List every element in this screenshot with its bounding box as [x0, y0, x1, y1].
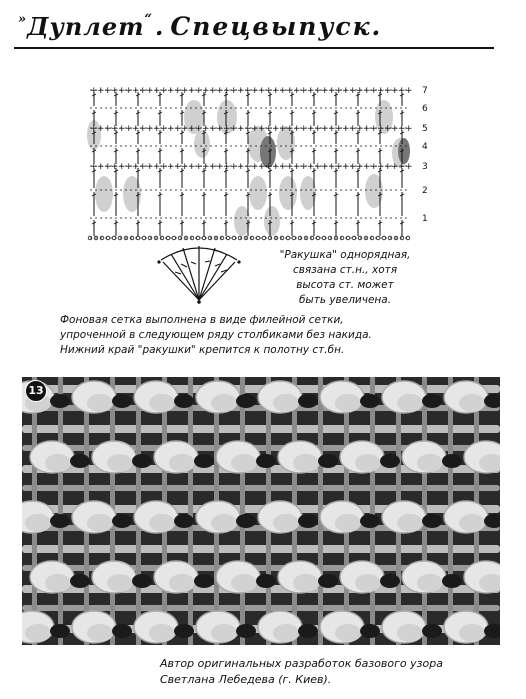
mesh-hole: [236, 514, 256, 528]
mesh-hole: [236, 624, 256, 638]
sc-symbol: +: [398, 162, 406, 172]
sc-symbol: +: [335, 162, 343, 172]
sc-symbol: +: [209, 162, 217, 172]
mesh-hole: [422, 394, 442, 408]
mesh-hole: [298, 624, 318, 638]
row-number: 5: [422, 124, 428, 134]
shell-cluster-shade: [459, 394, 485, 412]
mesh-bar: [22, 545, 500, 553]
sc-symbol: +: [118, 162, 126, 172]
sc-symbol: +: [279, 124, 287, 134]
mesh-hole: [380, 574, 400, 588]
mesh-hole: [256, 454, 276, 468]
shell-cluster-shade: [335, 514, 361, 532]
sc-symbol: +: [90, 86, 98, 96]
mesh-hole: [194, 454, 214, 468]
mesh-hole: [442, 454, 462, 468]
sc-symbol: +: [244, 162, 252, 172]
sc-symbol: +: [111, 124, 119, 134]
sc-symbol: +: [223, 162, 231, 172]
sc-symbol: +: [167, 86, 175, 96]
shell-cluster-shade: [107, 574, 133, 592]
shell-petal-dark: [398, 138, 410, 164]
sc-symbol: +: [405, 124, 413, 134]
sc-symbol: +: [349, 162, 357, 172]
sc-symbol: +: [265, 86, 273, 96]
description-line: Фоновая сетка выполнена в виде филейной сетки,: [60, 314, 344, 326]
sc-symbol: +: [90, 124, 98, 134]
shell-cluster-shade: [25, 514, 51, 532]
mesh-hole: [50, 624, 70, 638]
credit-line: Светлана Лебедева (г. Киев).: [160, 673, 332, 686]
sc-symbol: +: [216, 162, 224, 172]
sc-symbol: +: [174, 162, 182, 172]
shell-cluster-shade: [459, 624, 485, 642]
mesh-hole: [70, 574, 90, 588]
sc-symbol: +: [328, 162, 336, 172]
shell-cluster-shade: [335, 624, 361, 642]
mesh-hole: [298, 514, 318, 528]
shell-note: [270, 248, 420, 308]
mesh-hole: [174, 514, 194, 528]
sc-symbol: +: [265, 162, 273, 172]
shell-cluster-shade: [149, 624, 175, 642]
shell-petal: [95, 176, 113, 212]
sc-symbol: +: [90, 162, 98, 172]
sc-symbol: +: [132, 86, 140, 96]
mesh-hole: [422, 624, 442, 638]
sc-symbol: +: [104, 124, 112, 134]
sc-symbol: +: [223, 124, 231, 134]
sc-symbol: +: [391, 162, 399, 172]
sc-symbol: +: [321, 86, 329, 96]
mesh-hole: [174, 624, 194, 638]
sc-symbol: +: [230, 162, 238, 172]
sc-symbol: +: [97, 124, 105, 134]
sc-symbol: +: [160, 162, 168, 172]
row-number: 2: [422, 186, 428, 196]
sc-symbol: +: [300, 162, 308, 172]
shell-cluster-shade: [107, 454, 133, 472]
sc-symbol: +: [132, 124, 140, 134]
mesh-hole: [70, 454, 90, 468]
sc-symbol: +: [370, 162, 378, 172]
sc-symbol: +: [370, 86, 378, 96]
sc-symbol: +: [349, 124, 357, 134]
shell-cluster-shade: [25, 624, 51, 642]
sc-symbol: +: [286, 162, 294, 172]
sc-symbol: +: [356, 162, 364, 172]
sc-symbol: +: [398, 124, 406, 134]
sc-symbol: +: [174, 124, 182, 134]
shell-cluster-shade: [45, 454, 71, 472]
sc-symbol: +: [251, 162, 259, 172]
mesh-bar: [22, 425, 500, 433]
mesh-hole: [112, 514, 132, 528]
sc-symbol: +: [342, 86, 350, 96]
sc-symbol: +: [258, 162, 266, 172]
sc-symbol: +: [307, 86, 315, 96]
page-header: [0, 0, 526, 50]
shell-fan-icon: [155, 238, 243, 308]
sc-symbol: +: [118, 124, 126, 134]
shell-cluster-shade: [293, 574, 319, 592]
sc-symbol: +: [216, 86, 224, 96]
sc-symbol: +: [230, 124, 238, 134]
sc-symbol: +: [160, 124, 168, 134]
mesh-hole: [360, 514, 380, 528]
shell-cluster-shade: [211, 514, 237, 532]
sc-symbol: +: [195, 124, 203, 134]
mesh-hole: [442, 574, 462, 588]
sc-symbol: +: [314, 86, 322, 96]
mesh-post: [58, 377, 63, 645]
credit-line: Автор оригинальных разработок базового узора: [160, 657, 443, 670]
sc-symbol: +: [398, 86, 406, 96]
sc-symbol: +: [405, 86, 413, 96]
mesh-hole: [380, 454, 400, 468]
sc-symbol: +: [377, 86, 385, 96]
mesh-hole: [174, 394, 194, 408]
sc-symbol: +: [104, 86, 112, 96]
sc-symbol: +: [377, 124, 385, 134]
sc-symbol: +: [195, 86, 203, 96]
shell-cluster-shade: [169, 574, 195, 592]
sc-symbol: +: [125, 86, 133, 96]
shell-cluster-shade: [397, 394, 423, 412]
row-number: 4: [422, 142, 428, 152]
sc-symbol: +: [188, 86, 196, 96]
sc-symbol: +: [335, 124, 343, 134]
sc-symbol: +: [188, 124, 196, 134]
shell-stitch-diagram: [155, 238, 243, 308]
sc-symbol: +: [111, 162, 119, 172]
sc-symbol: +: [307, 162, 315, 172]
shell-cluster-shade: [45, 574, 71, 592]
sc-symbol: +: [237, 162, 245, 172]
sc-symbol: +: [286, 124, 294, 134]
sc-symbol: +: [258, 124, 266, 134]
shell-petal: [194, 130, 210, 158]
sc-symbol: +: [349, 86, 357, 96]
shell-cluster-shade: [231, 574, 257, 592]
sc-symbol: +: [132, 162, 140, 172]
sc-symbol: +: [279, 162, 287, 172]
shell-cluster-shade: [169, 454, 195, 472]
section-title: Спецвыпуск.: [170, 12, 383, 41]
header-rule: [14, 47, 494, 49]
sc-symbol: +: [111, 86, 119, 96]
row-number: 6: [422, 104, 428, 114]
sc-symbol: +: [223, 86, 231, 96]
sc-symbol: +: [377, 162, 385, 172]
shell-cluster-shade: [397, 514, 423, 532]
shell-cluster-shade: [417, 454, 443, 472]
shell-note-line: связана ст.н., хотя: [292, 264, 398, 276]
mesh-hole: [132, 454, 152, 468]
shell-note-line: "Ракушка" однорядная,: [279, 249, 411, 261]
sc-symbol: +: [286, 86, 294, 96]
lace-texture: [22, 377, 500, 645]
shell-petal: [249, 176, 267, 210]
sc-symbol: +: [174, 86, 182, 96]
mesh-hole: [50, 514, 70, 528]
sc-symbol: +: [307, 124, 315, 134]
crochet-chart-svg: [82, 80, 434, 260]
sc-symbol: +: [216, 124, 224, 134]
sc-symbol: +: [202, 86, 210, 96]
brand-name: Дуплет: [27, 12, 145, 41]
shell-cluster-shade: [293, 454, 319, 472]
sc-symbol: +: [153, 124, 161, 134]
sc-symbol: +: [195, 162, 203, 172]
mesh-hole: [298, 394, 318, 408]
sc-symbol: +: [293, 162, 301, 172]
sc-symbol: +: [300, 124, 308, 134]
author-credit: [160, 656, 520, 688]
sc-symbol: +: [97, 86, 105, 96]
magazine-title: »Дуплет“. Спецвыпуск.: [18, 12, 383, 41]
sc-symbol: +: [328, 86, 336, 96]
mesh-hole: [236, 394, 256, 408]
sc-symbol: +: [188, 162, 196, 172]
sc-symbol: +: [384, 162, 392, 172]
shell-cluster-shade: [87, 514, 113, 532]
sc-symbol: +: [146, 162, 154, 172]
sc-symbol: +: [384, 124, 392, 134]
photo-number-badge: 13: [25, 380, 47, 402]
description-line: упроченной в следующем ряду столбиками без накида.: [60, 329, 372, 341]
sc-symbol: +: [181, 124, 189, 134]
sc-symbol: +: [104, 162, 112, 172]
sc-symbol: +: [363, 162, 371, 172]
sc-symbol: +: [272, 86, 280, 96]
sc-symbol: +: [251, 86, 259, 96]
sc-symbol: +: [125, 162, 133, 172]
mesh-hole: [318, 454, 338, 468]
sc-symbol: +: [272, 162, 280, 172]
sc-symbol: +: [356, 86, 364, 96]
sc-symbol: +: [321, 124, 329, 134]
mesh-hole: [194, 574, 214, 588]
pattern-description: [60, 313, 440, 358]
sc-symbol: +: [237, 124, 245, 134]
mesh-bar: [22, 605, 500, 611]
sc-symbol: +: [321, 162, 329, 172]
sc-symbol: +: [167, 162, 175, 172]
mesh-hole: [112, 394, 132, 408]
sc-symbol: +: [405, 162, 413, 172]
description-line: Нижний край "ракушки" крепится к полотну ст.бн.: [60, 344, 345, 356]
crochet-chart: [82, 80, 434, 260]
sc-symbol: +: [391, 124, 399, 134]
sc-symbol: +: [251, 124, 259, 134]
sc-symbol: +: [272, 124, 280, 134]
mesh-post: [370, 377, 375, 645]
sc-symbol: +: [146, 86, 154, 96]
shell-cluster-shade: [149, 514, 175, 532]
sc-symbol: +: [300, 86, 308, 96]
sc-symbol: +: [139, 124, 147, 134]
shell-petal: [264, 206, 280, 236]
sc-symbol: +: [237, 86, 245, 96]
sc-symbol: +: [181, 162, 189, 172]
sc-symbol: +: [384, 86, 392, 96]
sc-symbol: +: [335, 86, 343, 96]
sc-symbol: +: [293, 124, 301, 134]
shell-cluster-shade: [355, 454, 381, 472]
sc-symbol: +: [328, 124, 336, 134]
sc-symbol: +: [363, 86, 371, 96]
sc-symbol: +: [139, 162, 147, 172]
shell-cluster-shade: [211, 394, 237, 412]
shell-cluster-shade: [355, 574, 381, 592]
shell-cluster-shade: [335, 394, 361, 412]
shell-cluster-shade: [211, 624, 237, 642]
shell-cluster-shade: [397, 624, 423, 642]
shell-cluster-shade: [417, 574, 443, 592]
knit-sample-photo: [22, 377, 500, 645]
shell-cluster-shade: [273, 624, 299, 642]
shell-cluster-shade: [273, 394, 299, 412]
row-number: 1: [422, 214, 428, 224]
sc-symbol: +: [370, 124, 378, 134]
sc-symbol: +: [202, 162, 210, 172]
mesh-post: [188, 377, 193, 645]
sc-symbol: +: [125, 124, 133, 134]
sc-symbol: +: [314, 124, 322, 134]
sc-symbol: +: [391, 86, 399, 96]
sc-symbol: +: [167, 124, 175, 134]
shell-cluster-shade: [231, 454, 257, 472]
sc-symbol: +: [153, 86, 161, 96]
shell-note-line: быть увеличена.: [298, 294, 392, 306]
sc-symbol: +: [230, 86, 238, 96]
mesh-hole: [360, 394, 380, 408]
sc-symbol: +: [258, 86, 266, 96]
sc-symbol: +: [244, 124, 252, 134]
sc-symbol: +: [160, 86, 168, 96]
mesh-hole: [422, 514, 442, 528]
sc-symbol: +: [97, 162, 105, 172]
shell-note-line: высота ст. может: [296, 279, 394, 291]
shell-cluster-shade: [459, 514, 485, 532]
shell-cluster-shade: [87, 394, 113, 412]
sc-symbol: +: [244, 86, 252, 96]
mesh-bar: [22, 485, 500, 491]
sc-symbol: +: [153, 162, 161, 172]
mesh-hole: [360, 624, 380, 638]
shell-petal: [279, 176, 297, 210]
mesh-hole: [112, 624, 132, 638]
shell-cluster-shade: [149, 394, 175, 412]
sc-symbol: +: [181, 86, 189, 96]
sc-symbol: +: [209, 86, 217, 96]
mesh-hole: [256, 574, 276, 588]
sc-symbol: +: [356, 124, 364, 134]
sc-symbol: +: [146, 124, 154, 134]
mesh-hole: [318, 574, 338, 588]
sc-symbol: +: [209, 124, 217, 134]
sc-symbol: +: [314, 162, 322, 172]
sc-symbol: +: [118, 86, 126, 96]
mesh-post: [240, 377, 245, 645]
sc-symbol: +: [342, 124, 350, 134]
sc-symbol: +: [279, 86, 287, 96]
row-number: 3: [422, 162, 428, 172]
shell-cluster-shade: [87, 624, 113, 642]
sc-symbol: +: [342, 162, 350, 172]
sc-symbol: +: [293, 86, 301, 96]
row-number: 7: [422, 86, 428, 96]
sc-symbol: +: [202, 124, 210, 134]
sc-symbol: +: [139, 86, 147, 96]
sc-symbol: +: [265, 124, 273, 134]
mesh-hole: [132, 574, 152, 588]
mesh-hole: [50, 394, 70, 408]
sc-symbol: +: [363, 124, 371, 134]
shell-cluster-shade: [273, 514, 299, 532]
